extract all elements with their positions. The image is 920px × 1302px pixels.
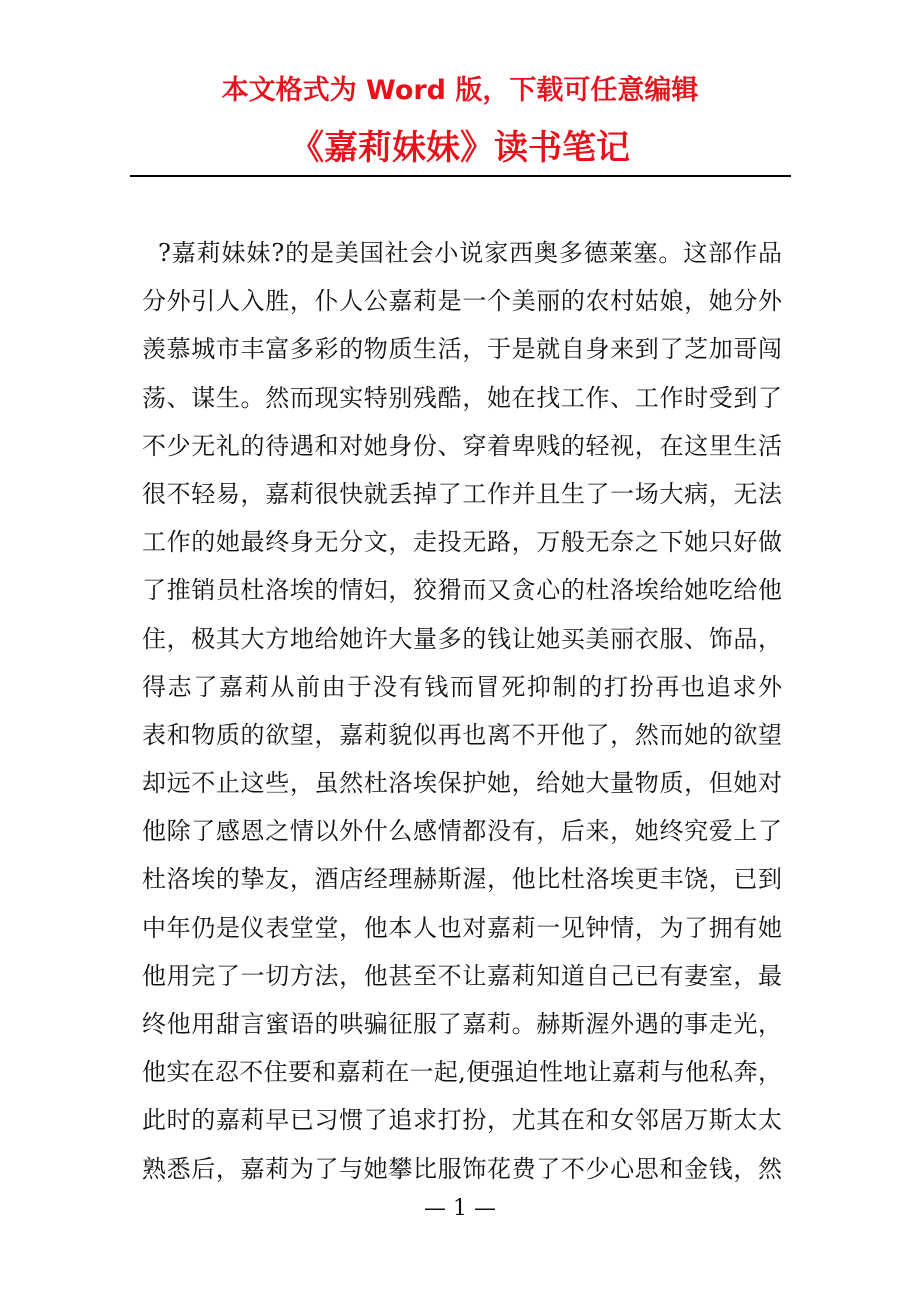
text-line: 熟悉后，嘉莉为了与她攀比服饰花费了不少心思和金钱，然	[142, 1154, 782, 1183]
text-line: 他实在忍不住要和嘉莉在一起,便强迫性地让嘉莉与他私奔，	[142, 1058, 782, 1087]
text-line: 此时的嘉莉早已习惯了追求打扮，尤其在和女邻居万斯太太	[142, 1106, 782, 1135]
text-line: 工作的她最终身无分文，走投无路，万般无奈之下她只好做	[142, 528, 782, 557]
text-line: 不少无礼的待遇和对她身份、穿着卑贱的轻视，在这里生活	[142, 431, 782, 460]
text-line: 终他用甜言蜜语的哄骗征服了嘉莉。赫斯渥外遇的事走光，	[142, 1010, 782, 1038]
title-divider	[130, 175, 791, 177]
document-title: 《嘉莉妹妹》读书笔记	[290, 128, 630, 168]
text-line: 他除了感恩之情以外什么感情都没有，后来，她终究爱上了	[142, 817, 782, 846]
page-number: — 1 —	[424, 1196, 496, 1221]
text-line: 住，极其大方地给她许大量多的钱让她买美丽衣服、饰品，	[142, 624, 782, 653]
text-line: 他用完了一切方法，他甚至不让嘉莉知道自己已有妻室，最	[142, 961, 782, 990]
body-paragraph	[142, 236, 782, 1200]
text-line: 却远不止这些，虽然杜洛埃保护她，给她大量物质，但她对	[142, 769, 782, 798]
text-line: 羡慕城市丰富多彩的物质生活，于是就自身来到了芝加哥闯	[142, 335, 782, 364]
text-line: 得志了嘉莉从前由于没有钱而冒死抑制的打扮再也追求外	[142, 672, 782, 701]
text-line: 表和物质的欲望，嘉莉貌似再也离不开他了，然而她的欲望	[142, 720, 782, 749]
text-line: 杜洛埃的挚友，酒店经理赫斯渥，他比杜洛埃更丰饶，已到	[142, 865, 782, 894]
text-line: 荡、谋生。然而现实特别残酷，她在找工作、工作时受到了	[142, 383, 782, 412]
text-line: ?嘉莉妹妹?的是美国社会小说家西奥多德莱塞。这部作品	[158, 239, 782, 267]
text-line: 了推销员杜洛埃的情妇，狡猾而又贪心的杜洛埃给她吃给他	[142, 576, 782, 605]
text-line: 分外引人入胜，仆人公嘉莉是一个美丽的农村姑娘，她分外	[142, 287, 782, 316]
text-line: 很不轻易，嘉莉很快就丢掉了工作并且生了一场大病，无法	[142, 479, 782, 508]
text-line: 中年仍是仪表堂堂，他本人也对嘉莉一见钟情，为了拥有她	[142, 913, 782, 942]
format-notice-banner: 本文格式为 Word 版，下载可任意编辑	[221, 75, 699, 106]
